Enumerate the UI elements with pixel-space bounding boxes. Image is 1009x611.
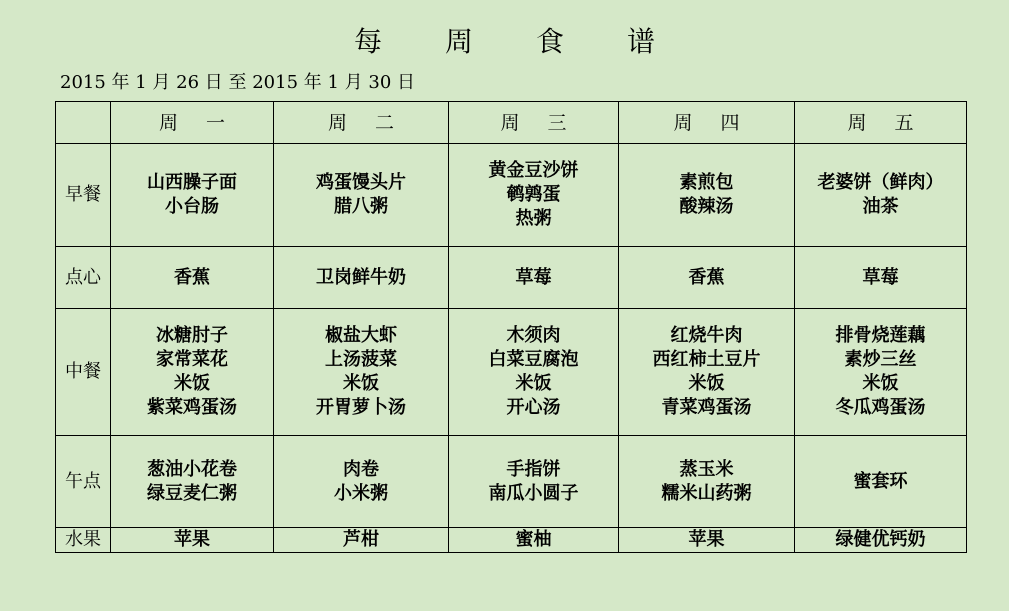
dish-item: 鹌鹑蛋 <box>506 184 561 205</box>
meal-label: 水果 <box>56 528 111 553</box>
dish-item: 白菜豆腐泡 <box>488 349 579 370</box>
day-header <box>274 102 449 144</box>
header-row <box>56 102 967 144</box>
meal-label: 早餐 <box>56 144 111 247</box>
meal-label: 中餐 <box>56 309 111 436</box>
day-header-prefix: 周 <box>673 111 693 134</box>
menu-cell <box>795 436 967 528</box>
menu-table <box>55 101 967 553</box>
dish-item: 小米粥 <box>334 482 388 504</box>
dish-item: 素炒三丝 <box>844 349 917 370</box>
corner-cell <box>56 102 111 144</box>
dish-item: 小台肠 <box>165 196 219 217</box>
day-header <box>449 102 619 144</box>
dish-item: 上汤菠菜 <box>325 349 397 370</box>
day-header <box>795 102 967 144</box>
date-range: 2015 年 1 月 26 日 至 2015 年 1 月 30 日 <box>60 72 415 93</box>
menu-cell <box>619 436 795 528</box>
menu-cell <box>274 144 449 247</box>
menu-cell <box>619 528 795 553</box>
day-header-weekday: 四 <box>720 111 740 134</box>
title-char: 周 <box>444 25 473 58</box>
dish-item: 糯米山药粥 <box>661 482 752 504</box>
dish-item: 冰糖肘子 <box>156 325 228 346</box>
day-header-weekday: 五 <box>894 111 914 134</box>
menu-cell <box>111 528 274 553</box>
menu-cell <box>274 436 449 528</box>
dish-item: 肉卷 <box>343 458 379 480</box>
dish-item: 青菜鸡蛋汤 <box>661 397 752 418</box>
dish-item: 南瓜小圆子 <box>488 482 579 504</box>
dish-item: 油茶 <box>862 196 899 217</box>
dish-item: 草莓 <box>515 266 552 288</box>
menu-cell <box>111 436 274 528</box>
dish-item: 米饭 <box>515 373 552 394</box>
dish-item: 腊八粥 <box>334 196 388 217</box>
dish-item: 开胃萝卜汤 <box>316 397 406 418</box>
menu-cell <box>619 144 795 247</box>
menu-cell <box>449 528 619 553</box>
menu-cell <box>449 247 619 309</box>
dish-item: 开心汤 <box>506 397 561 418</box>
meal-row <box>56 144 967 247</box>
dish-item: 山西臊子面 <box>147 172 237 193</box>
day-header-weekday: 二 <box>375 111 395 134</box>
menu-cell <box>449 144 619 247</box>
dish-item: 红烧牛肉 <box>670 325 743 346</box>
title-char: 食 <box>535 25 564 58</box>
dish-item: 家常菜花 <box>156 349 228 370</box>
menu-cell <box>111 309 274 436</box>
menu-cell <box>274 309 449 436</box>
dish-item: 西红柿土豆片 <box>652 349 761 370</box>
dish-item: 香蕉 <box>174 266 210 288</box>
dish-item: 米饭 <box>343 373 379 394</box>
meal-row <box>56 528 967 553</box>
menu-cell <box>795 247 967 309</box>
dish-item: 苹果 <box>174 529 210 550</box>
dish-item: 蜜套环 <box>853 470 908 492</box>
title-char: 每 <box>353 25 382 58</box>
menu-cell <box>449 309 619 436</box>
dish-item: 热粥 <box>515 208 552 229</box>
menu-cell <box>111 144 274 247</box>
menu-cell <box>449 436 619 528</box>
dish-item: 手指饼 <box>506 458 561 480</box>
dish-item: 排骨烧莲藕 <box>835 325 926 346</box>
menu-cell <box>619 247 795 309</box>
dish-item: 绿豆麦仁粥 <box>147 482 237 504</box>
menu-cell <box>795 528 967 553</box>
day-header-weekday: 一 <box>206 111 226 134</box>
menu-cell <box>619 309 795 436</box>
meal-row <box>56 436 967 528</box>
day-header-weekday: 三 <box>547 111 567 134</box>
title-char: 谱 <box>626 25 655 58</box>
menu-cell <box>111 247 274 309</box>
dish-item: 米饭 <box>688 373 725 394</box>
dish-item: 葱油小花卷 <box>147 458 237 480</box>
meal-row <box>56 309 967 436</box>
dish-item: 米饭 <box>174 373 210 394</box>
dish-item: 苹果 <box>688 529 725 550</box>
dish-item: 素煎包 <box>679 172 734 193</box>
dish-item: 芦柑 <box>343 529 379 550</box>
dish-item: 冬瓜鸡蛋汤 <box>835 397 926 418</box>
day-header-prefix: 周 <box>327 111 347 134</box>
dish-item: 鸡蛋馒头片 <box>316 172 406 193</box>
dish-item: 蜜柚 <box>515 529 552 550</box>
day-header <box>619 102 795 144</box>
dish-item: 椒盐大虾 <box>325 325 397 346</box>
meal-label: 午点 <box>56 436 111 528</box>
meal-label: 点心 <box>56 247 111 309</box>
page-title <box>0 20 1009 60</box>
menu-cell <box>274 247 449 309</box>
day-header-prefix: 周 <box>158 111 178 134</box>
dish-item: 米饭 <box>862 373 899 394</box>
menu-cell <box>795 144 967 247</box>
dish-item: 酸辣汤 <box>679 196 734 217</box>
dish-item: 卫岗鲜牛奶 <box>316 266 406 288</box>
dish-item: 老婆饼（鲜肉） <box>817 172 944 193</box>
dish-item: 木须肉 <box>506 325 561 346</box>
dish-item: 紫菜鸡蛋汤 <box>147 397 237 418</box>
dish-item: 绿健优钙奶 <box>835 529 926 550</box>
day-header <box>111 102 274 144</box>
dish-item: 蒸玉米 <box>679 458 734 480</box>
meal-row <box>56 247 967 309</box>
dish-item: 香蕉 <box>688 266 725 288</box>
menu-cell <box>795 309 967 436</box>
day-header-prefix: 周 <box>500 111 520 134</box>
dish-item: 黄金豆沙饼 <box>488 160 579 181</box>
menu-cell <box>274 528 449 553</box>
dish-item: 草莓 <box>862 266 899 288</box>
day-header-prefix: 周 <box>847 111 867 134</box>
